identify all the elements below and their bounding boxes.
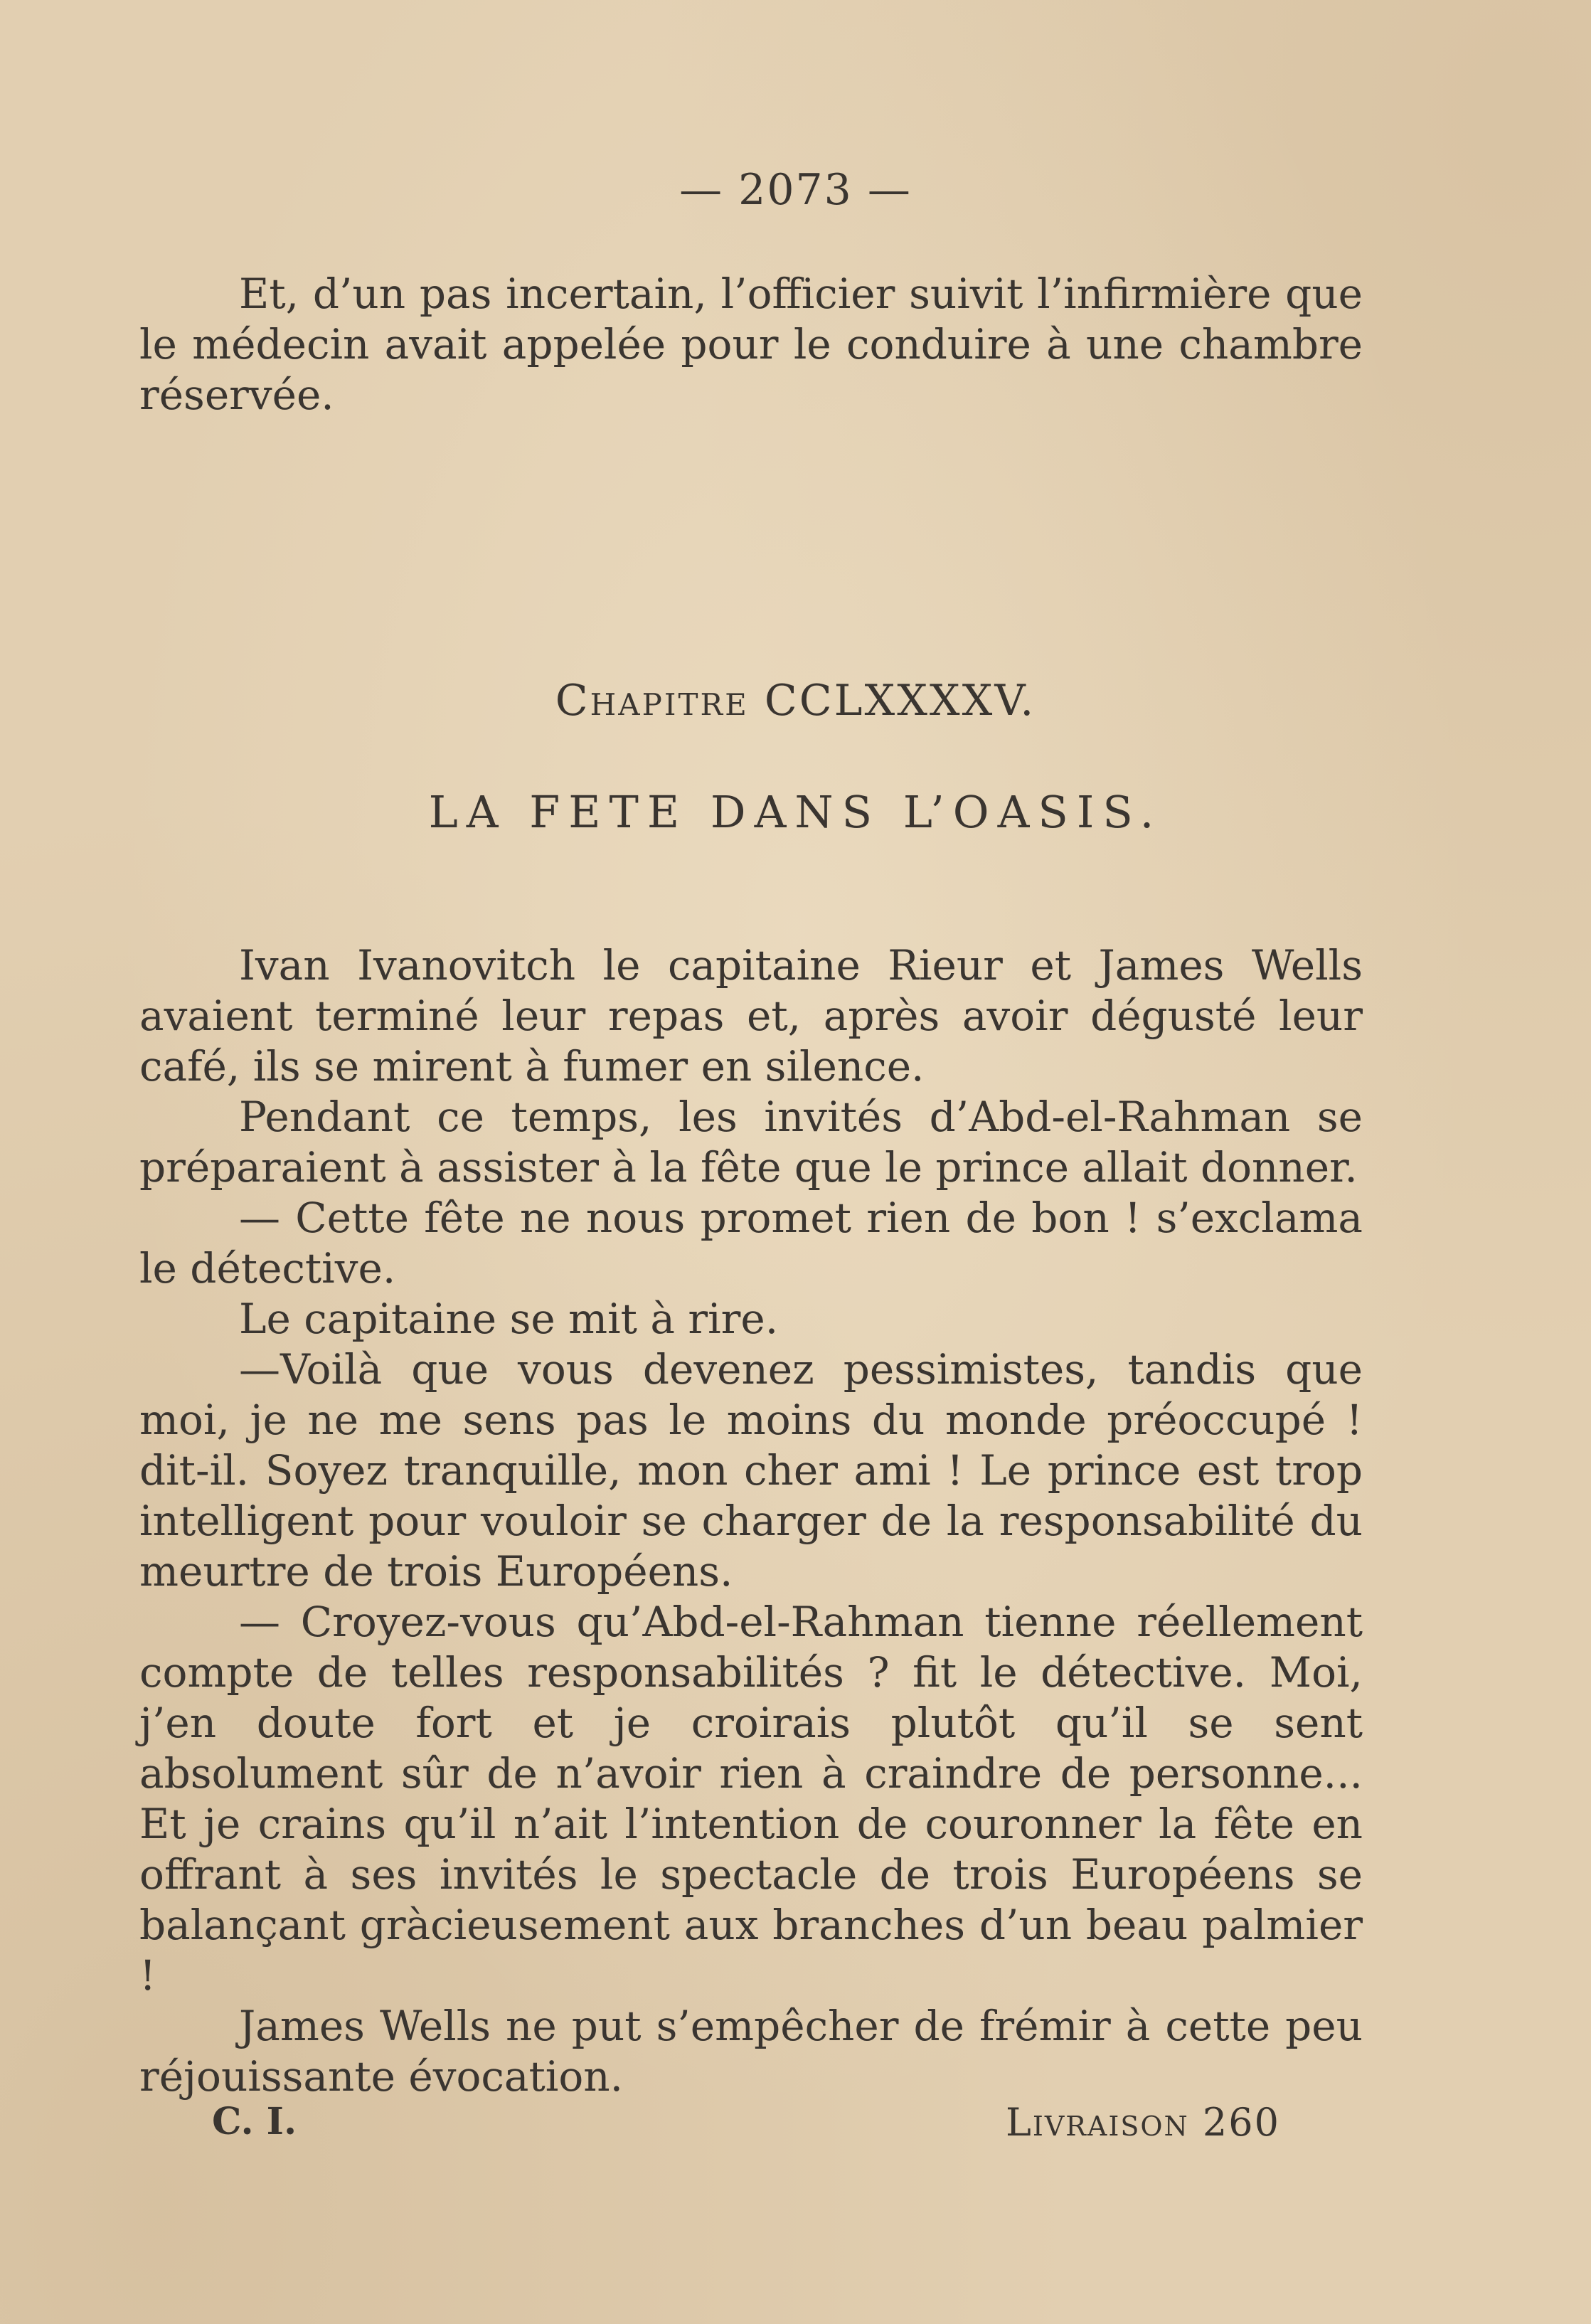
body-paragraph: Pendant ce temps, les invités d’Abd-el-Rahman se préparaient à assister à la fête que le prince allait donner. [139, 1093, 1363, 1192]
body-paragraph: — Croyez-vous qu’Abd-el-Rahman tienne réellement compte de telles responsabilités ? fit le détective. Moi, j’en doute fort et je croirais plutôt qu’il se sent absolument sûr de n’avoir rien à craindre de personne... Et je crains qu’il n’ait l’intention de couronner la fête en offrant à ses invités le spectacle de trois Européens se balançant gràcieusement aux branches d’un beau palmier ! [139, 1598, 1363, 2000]
body-paragraph: —Voilà que vous devenez pessimistes, tandis que moi, je ne me sens pas le moins du monde préoccupé ! dit-il. Soyez tranquille, mon cher ami ! Le prince est trop intelligent pour vouloir se charger de la responsabilité du meurtre de trois Européens. [139, 1345, 1363, 1596]
page-number: — 2073 — [679, 165, 912, 215]
chapter-title: LA FETE DANS L’OASIS. [428, 786, 1163, 838]
chapter-number: CCLXXXXV. [764, 676, 1036, 726]
footer-signature: C. I. [212, 2100, 297, 2143]
chapter-heading [0, 676, 1591, 726]
body-paragraph: — Cette fête ne nous promet rien de bon ! s’exclama le détective. [139, 1194, 1363, 1293]
body-paragraph: Le capitaine se mit à rire. [239, 1295, 779, 1343]
intro-paragraph: Et, d’un pas incertain, l’officier suivit l’infirmière que le médecin avait appelée pour le conduire à une chambre réservée. [139, 270, 1363, 419]
chapter-label: Chapitre [555, 676, 749, 726]
body-paragraph: James Wells ne put s’empêcher de frémir à cette peu réjouissante évocation. [139, 2002, 1363, 2101]
footer-livraison: Livraison 260 [1005, 2100, 1280, 2145]
chapter-body [139, 940, 1363, 2102]
body-paragraph: Ivan Ivanovitch le capitaine Rieur et James Wells avaient terminé leur repas et, après avoir dégusté leur café, ils se mirent à fumer en silence. [139, 941, 1363, 1091]
intro-text [139, 269, 1363, 420]
